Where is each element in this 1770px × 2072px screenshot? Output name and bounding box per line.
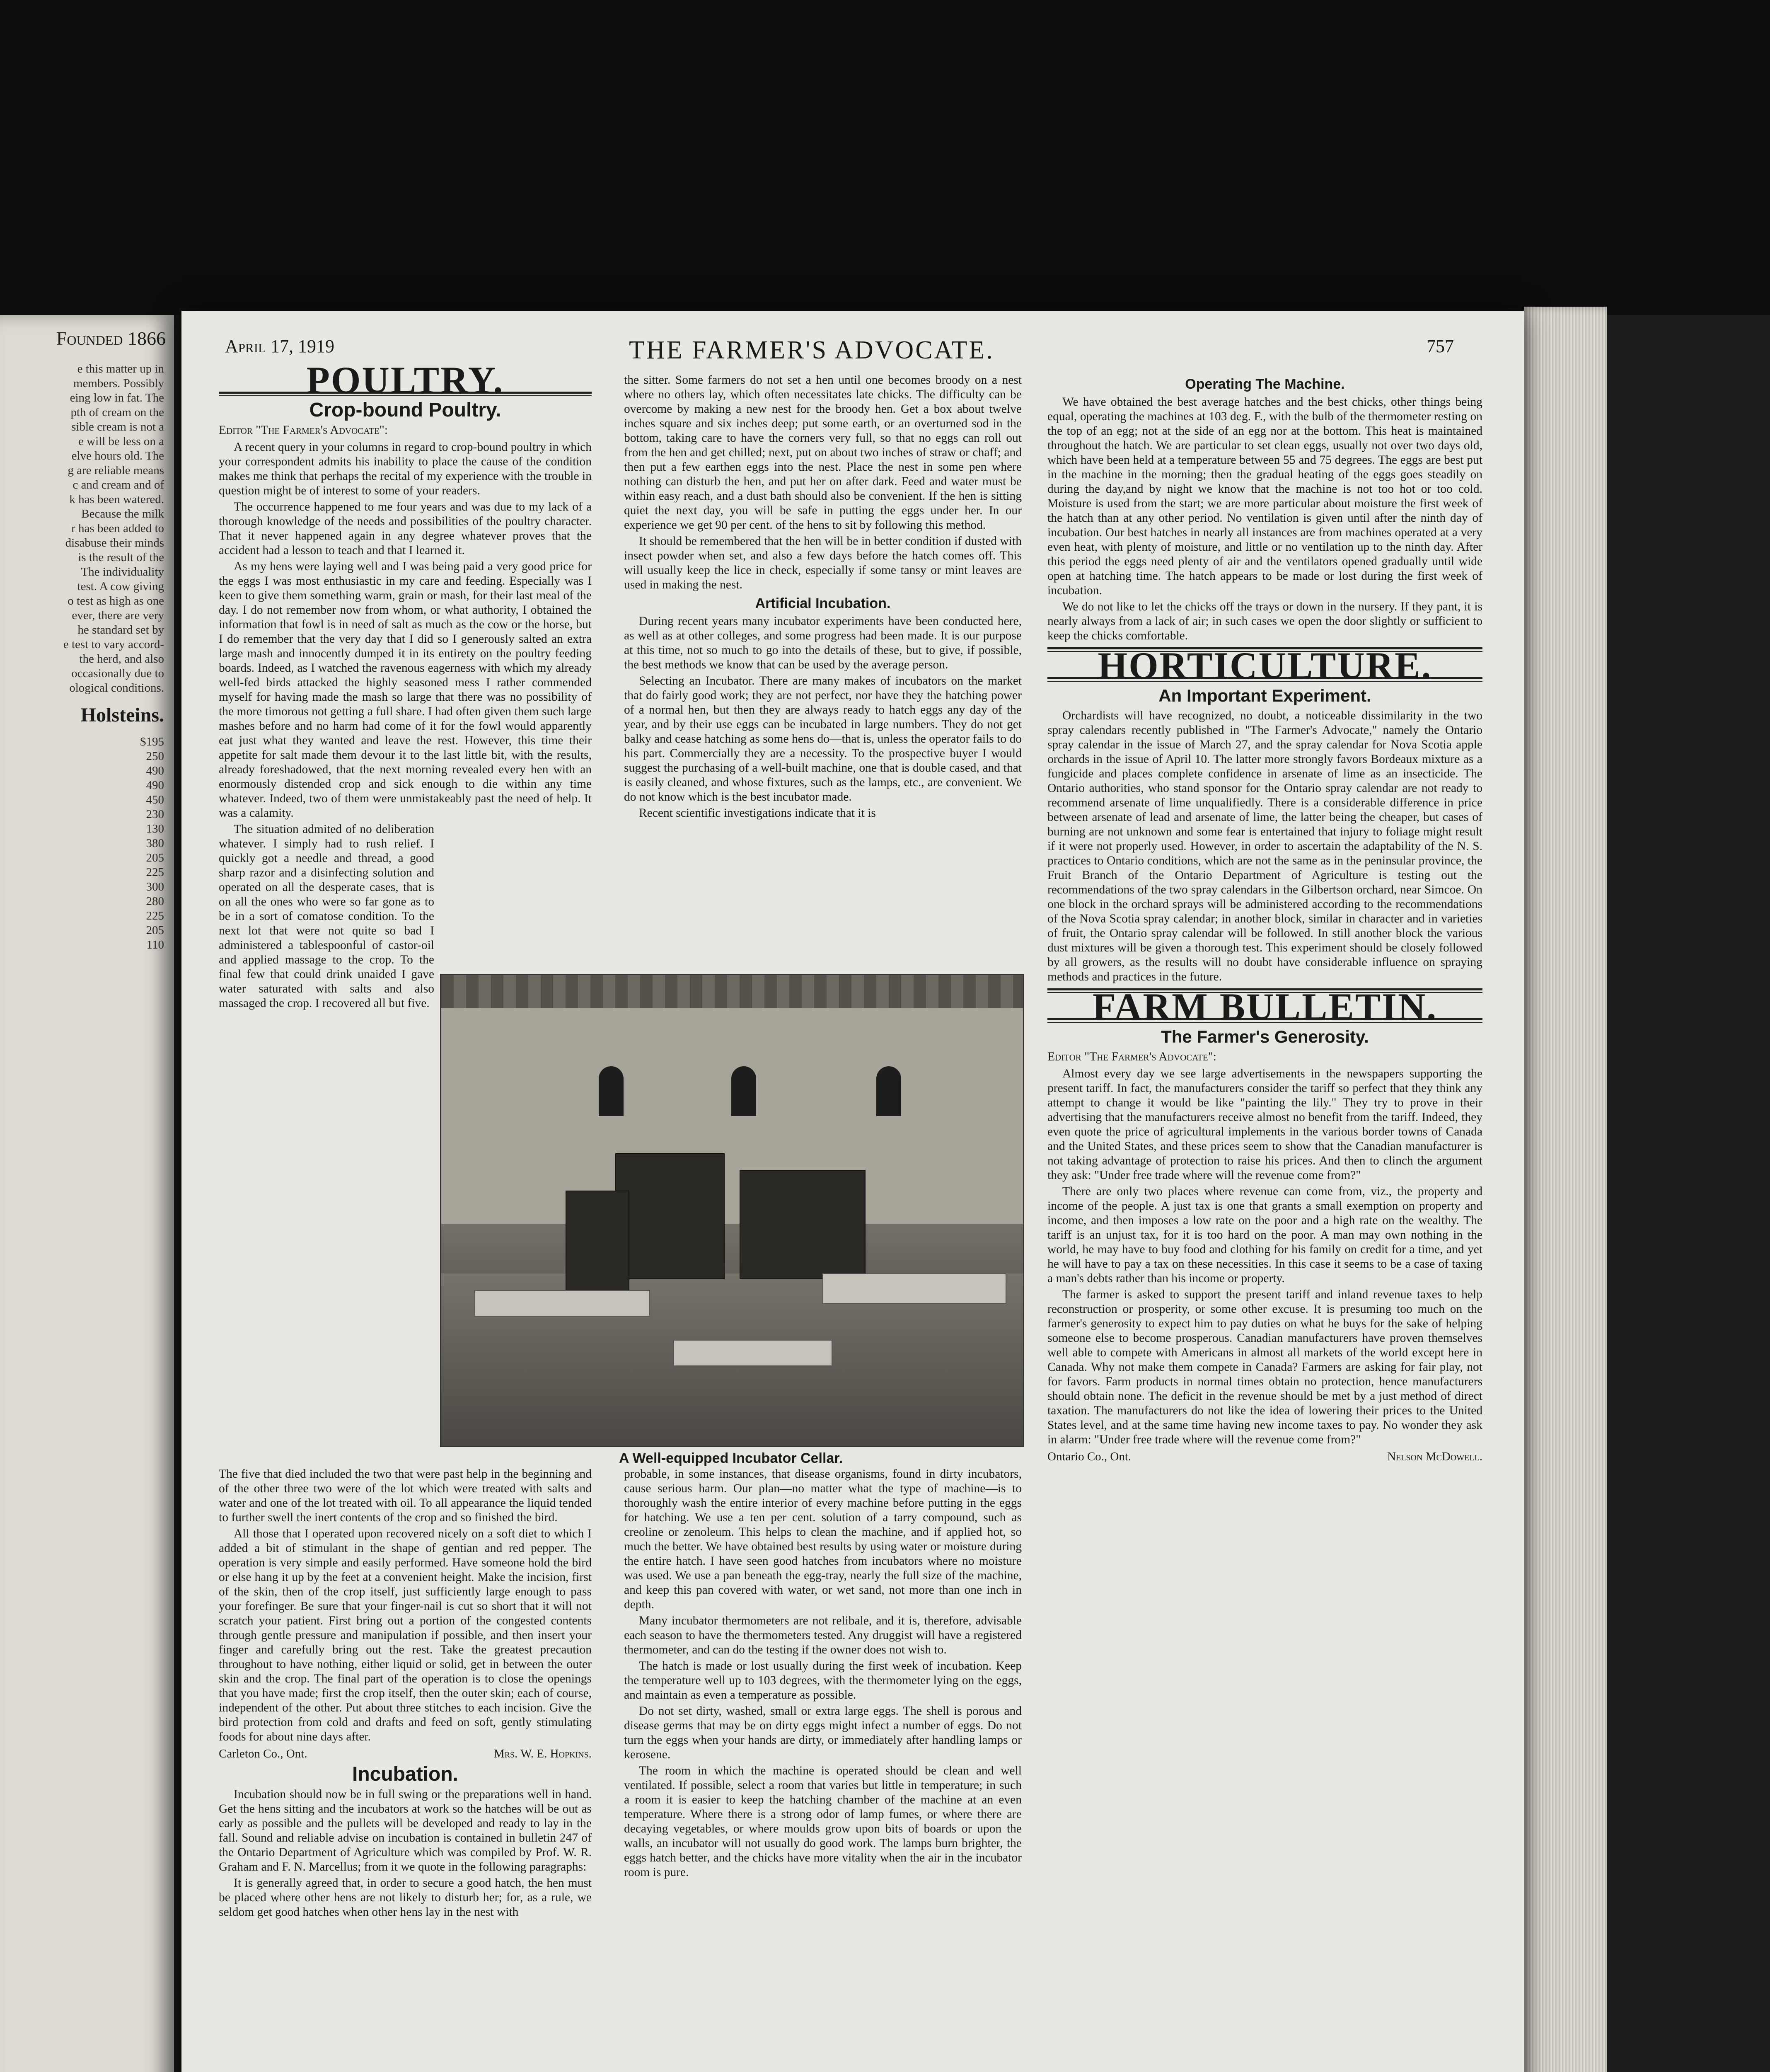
left-page-price: 280 xyxy=(146,895,164,908)
paragraph: The hatch is made or lost usually during the first week of incubation. Keep the temperature well up to 103 degrees, with the thermometer lying on the eggs, and maintain as even a temperature as possible. xyxy=(624,1659,1022,1702)
scan-background-top xyxy=(0,0,1770,315)
left-page-line: k has been watered. xyxy=(69,493,164,506)
left-page-price: 230 xyxy=(146,808,164,821)
left-page-price: 205 xyxy=(146,924,164,937)
section-title-poultry: POULTRY. xyxy=(306,359,504,401)
paragraph: Orchardists will have recognized, no doubt, a noticeable dissimilarity in the two spray calendars recently published in "The Farmer's Advocate," namely the Ontario spray calendar in the issue of March 27, and the spray calendar for Nova Scotia apple orchards in the issue of April 10. The latter more strongly favors Bordeaux mixture as a fungicide and places complete confidence in arsenate of lime as an insecticide. The Ontario authorities, who stand sponsor for the Ontario spray calendar are not ready to recommend arsenate of lime unqualifiedly. There is a considerable difference in price between arsenate of lead and arsenate of lime, the latter being the cheaper, but cases of burning are not unknown and some fear is entertained that injury to foliage might result if it were not properly used. However, in order to ascertain the adaptability of the N. S. practices to Ontario conditions, which are not the same as in the peninsular province, the Fruit Branch of the Ontario Department of Agriculture is testing out the recommendations of the two spray calendars in the Gilbertson orchard, near Simcoe. On one block in the orchard sprays will be administered according to the recommendations of the Nova Scotia spray calendar; in another block, similar in character and in varieties of fruit, the Ontario spray calendar will be followed. In still another block the various dust mixtures will be given a thorough test. This experiment should be closely followed by all growers, as the results will no doubt have considerable influence on spraying methods and practices in the future. xyxy=(1047,709,1482,983)
article-title-crop-bound: Crop-bound Poultry. xyxy=(309,399,501,421)
article-title-incubation: Incubation. xyxy=(352,1763,458,1785)
editor-salutation: Editor "The Farmer's Advocate": xyxy=(1047,1050,1216,1063)
left-page-line: the herd, and also xyxy=(79,652,164,666)
paragraph: As my hens were laying well and I was being paid a very good price for the eggs I was most enthusiastic in my care and feeding. Especially was I keen to give them something warm, grain or mash, for their last meal of the day. I do not remember now from whom, or what authority, I obtained the information that fowl is in need of salt as much as the cow or the horse, but I do remember that the very day that I did so I generously salted an extra large mash and innocently dumped it in its entirety on the poultry feeding boards. Indeed, as I watched the ravenous eagerness with which my already well-fed birds attacked the highly seasoned mess I rather commended myself for having made the mash so large that there was no possibility of the more timorous not getting a full share. I had often given them such large mashes before and no harm had come of it for the fowl would apparently eat just what they wanted and leave the rest. However, this time their appetite for salt made them devour it to the last little bit, with the results, already foreshadowed, that the next morning revealed every hen with an enormously distended crop and sick enough to die within any time whatever. Indeed, two of them were unmistakeably past the need of help. It was a calamity. xyxy=(219,560,592,820)
left-page-price: 205 xyxy=(146,851,164,864)
left-page-line: o test as high as one xyxy=(68,594,164,608)
left-page-header: Founded 1866 xyxy=(56,328,166,349)
left-page-line: elve hours old. The xyxy=(71,449,164,462)
paragraph: It is generally agreed that, in order to secure a good hatch, the hen must be placed where other hens are not likely to disturb her; for, as a rule, we seldom get good hatches when other hens lay in the nest with xyxy=(219,1876,592,1919)
book-gutter xyxy=(174,315,181,2072)
lower-columns xyxy=(219,1467,1022,1921)
left-page-line: The individuality xyxy=(81,565,164,579)
paragraph: We have obtained the best average hatches and the best chicks, other things being equal, operating the machines at 103 deg. F., with the bulb of the thermometer resting on the top of an egg; not at the side of an egg nor at the bottom. This heat is maintained throughout the hatch. We are particular to set clean eggs, usually not over two days old, which have been held at a temperature between 55 and 75 degrees. The eggs are best put in the machine in the morning; then the gradual heating of the eggs goes steadily on during the day,and by night we know that the machine is not too hot or too cold. Moisture is used from the start; we are more particular about moisture the first week of the hatch than at any other period. No ventilation is given until after the ninth day of incubation. Our best hatches in nearly all instances are from machines operated at a very even heat, with plenty of moisture, and little or no ventilation up to the ninth day. After this period the eggs need plenty of air and the ventilators opened gradually until wide open at hatching time. The hatch appears to be made or lost during the first week of incubation. xyxy=(1047,395,1482,597)
section-title-farm-bulletin: FARM BULLETIN. xyxy=(1092,985,1438,1028)
left-page-line: ever, there are very xyxy=(72,609,164,622)
left-page-line: e this matter up in xyxy=(77,362,164,375)
left-page-price: 490 xyxy=(146,764,164,777)
left-page-price: 130 xyxy=(146,822,164,835)
article-title-important-experiment: An Important Experiment. xyxy=(1158,686,1371,705)
left-page-price: 250 xyxy=(146,750,164,763)
paragraph: We do not like to let the chicks off the trays or down in the nursery. If they pant, it is nearly always from a lack of air; in such cases we open the door slightly or sufficient to keep the chicks comfortable. xyxy=(1047,600,1482,642)
left-page-line: he standard set by xyxy=(77,623,164,637)
left-page-price: 225 xyxy=(146,866,164,879)
left-page-line: test. A cow giving xyxy=(77,580,164,593)
paragraph: The situation admited of no deliberation whatever. I simply had to rush relief. I quickly got a needle and thread, a good sharp razor and a disinfecting solution and operated on all the desperate cases, that is on all the ones who were so far gone as to be in a sort of comatose condition. To the next lot that were not quite so bad I administered a tablespoonful of castor-oil and applied massage to the crop. To the final few that could drink unaided I gave water saturated with salts and also massaged the crop. I recovered all but five. xyxy=(219,823,434,1010)
paragraph: All those that I operated upon recovered nicely on a soft diet to which I added a bit of stimulant in the shape of gentian and red pepper. The operation is very simple and easily performed. Have someone hold the bird or else hang it up by the feet at a convenient height. Make the incision, first of the skin, then of the crop itself, just sufficiently large enough to pass your forefinger. Be sure that your finger-nail is cut so short that it will not scratch your patient. First bring out a portion of the congested contents through gentle pressure and manipulation if possible, and then insert your finger and carefully bring out the rest. Take the greatest precaution throughout to have nothing, either liquid or solid, get in between the outer skin and the crop. The final part of the operation is to close the openings that you have made; first the crop itself, then the outer skin; each of course, independent of the other. Put about three stitches to each incision. Give the bird protection from cold and drafts and feed on soft, gently stimulating foods for about nine days after. xyxy=(219,1527,592,1743)
paragraph: Do not set dirty, washed, small or extra large eggs. The shell is porous and disease germs that may be on dirty eggs might infect a number of eggs. Do not turn the eggs when your hands are dirty, or immediately after handling lamps or kerosene. xyxy=(624,1704,1022,1761)
left-page-line: is the result of the xyxy=(78,551,164,564)
signature-name: Mrs. W. E. Hopkins. xyxy=(493,1747,592,1760)
left-page-line: occasionally due to xyxy=(71,667,164,680)
column-1-lower xyxy=(219,1467,592,1921)
left-page-price: 490 xyxy=(146,779,164,792)
signature xyxy=(1047,1450,1482,1464)
left-page-line: c and cream and of xyxy=(73,478,164,491)
left-page-price: 450 xyxy=(146,793,164,806)
left-page-line: r has been added to xyxy=(71,522,164,535)
signature-name: Nelson McDowell. xyxy=(1387,1450,1482,1463)
left-page-line: Because the milk xyxy=(81,507,164,520)
left-page-price: $195 xyxy=(140,735,164,748)
paragraph: Incubation should now be in full swing or the preparations well in hand. Get the hens sitting and the incubators at work so the hatches will be out as early as possible and the pullets will be developed and ready to lay in the fall. Sound and reliable advise on incubation is contained in bulletin 247 of the Ontario Department of Agriculture which was compiled by Prof. W. R. Graham and F. N. Marcellus; from it we quote in the following paragraphs: xyxy=(219,1788,592,1874)
paragraph: Almost every day we see large advertisements in the newspapers supporting the present tariff. In fact, the manufacturers consider the tariff so perfect that they think any attempt to change it would be like "painting the lily." They try to prove in their advertising that the manufacturers receive almost no benefit from the tariff. Indeed, they even quote the price of agricultural implements in the various border towns of Canada and the United States, and these prices seem to show that the Canadian manufacturer is not taking advantage of protection to raise his prices. And then to clinch the argument they ask: "Under free trade where will the revenue come from?" xyxy=(1047,1067,1482,1182)
page-date: April 17, 1919 xyxy=(225,336,334,356)
paragraph: Selecting an Incubator. There are many makes of incubators on the market that do fairly good work; they are not perfect, nor have they the hatching power of a normal hen, but then they are always ready to hatch eggs any day of the year, and by their use eggs can be incubated in large numbers. They do not get balky and cease hatching as some hens do—that is, unless the operator fails to do his part. Commercially they are a necessity. To the prospective buyer I would suggest the purchasing of a well-built machine, one that is double cased, and that is easily cleaned, and whose fixtures, such as the lamps, etc., are convenient. We do not know which is the best incubator made. xyxy=(624,674,1022,804)
paragraph: Many incubator thermometers are not relibale, and it is, therefore, advisable each season to have the thermometers tested. Any druggist will have a registered thermometer, and can do the testing if the owner does not wish to. xyxy=(624,1614,1022,1656)
left-page-line: pth of cream on the xyxy=(70,406,164,419)
left-page-line: disabuse their minds xyxy=(65,536,164,549)
editor-salutation: Editor "The Farmer's Advocate": xyxy=(219,424,388,437)
paragraph: During recent years many incubator experiments have been conducted here, as well as at other colleges, and some progress had been made. It is our purpose at this time, not so much to go into the details of these, but to give, if possible, the best methods we know that can be used by the average person. xyxy=(624,615,1022,671)
paragraph: The farmer is asked to support the present tariff and inland revenue taxes to help reconstruction or prosperity, or some other excuse. It is presuming too much on the farmer's generosity to expect him to pay duties on what he buys for the sake of helping someone else to become prosperous. Canadian manufacturers have proven themselves well able to compete with Americans in almost all markets of the world except here in Canada. Why not make them compete in Canada? Farmers are asking for fair play, not for favors. Farm products in normal times obtain no protection, hence manufacturers should obtain none. The deficit in the revenue should be met by a just method of direct taxation. The manufacturers do not like the idea of lowering their prices to the United States level, and at the same time having new income taxes to pay. No wonder they ask in alarm: "Under free trade where will the revenue come from?" xyxy=(1047,1288,1482,1446)
photo-caption: A Well-equipped Incubator Cellar. xyxy=(619,1450,843,1466)
left-page-line: sible cream is not a xyxy=(71,420,164,433)
page-edges xyxy=(1524,307,1607,2072)
left-page-line: e test to vary accord- xyxy=(63,638,164,651)
paragraph: There are only two places where revenue can come from, viz., the property and income of the people. A just tax is one that grants a small exemption on property and income, and then imposes a low rate on the poor and a high rate on the wealthy. The tariff is an unjust tax, for it is too hard on the poor. A man may own nothing in the world, he may have to buy food and clothing for his family on credit for a time, and yet he will have to pay a tax on these necessities. In this case it seems to be a case of taxing a man's debts rather than his income or property. xyxy=(1047,1185,1482,1285)
left-page-price: 110 xyxy=(146,938,164,951)
subheading-artificial-incubation: Artificial Incubation. xyxy=(755,595,891,611)
column-1 xyxy=(219,359,592,1012)
left-page-price: 300 xyxy=(146,880,164,893)
paragraph: the sitter. Some farmers do not set a hen until one becomes broody on a nest where no others lay, which often necessitates late chicks. The difficulty can be overcome by making a new nest for the broody hen. Get a box about twelve inches square and six inches deep; put some earth, or an overturned sod in the bottom, taking care to have the corners very full, so that no eggs can roll out from the hen and get chilled; next, put on about two inches of straw or chaff; and then put a few earthen eggs into the nest. Place the nest in some pen where nothing can disturb the hen, and put her on after dark. Feed and water must be within easy reach, and a dust bath should also be convenient. If the hen is sitting quiet the next day, you will be safe in putting the eggs under her. In our experience we get 90 per cent. of the hens to sit by following this method. xyxy=(624,373,1022,532)
column-2-lower xyxy=(624,1467,1022,1921)
left-page-line: e will be less on a xyxy=(78,435,164,448)
article-title-farmers-generosity: The Farmer's Generosity. xyxy=(1161,1027,1369,1046)
paragraph: The room in which the machine is operated should be clean and well ventilated. If possible, select a room that varies but little in temperature; in such a room it is easier to keep the hatching chamber of the machine at an even temperature. Where there is a strong odor of lamp fumes, or where there are decaying vegetables, or where moulds grow upon bits of boards or upon the walls, an incubator will not usually do good work. The lamps burn brighter, the eggs hatch better, and the chicks have more vitality when the air in the incubator room is pure. xyxy=(624,1764,1022,1879)
section-title-horticulture: HORTICULTURE. xyxy=(1098,644,1432,687)
paragraph: The occurrence happened to me four years and was due to my lack of a thorough knowledge of the needs and possibilities of the poultry character. That it never happened again in any degree whatever proves that the accident had a lesson to teach and that I learned it. xyxy=(219,500,592,557)
subheading-operating-machine: Operating The Machine. xyxy=(1185,376,1345,392)
paragraph: It should be remembered that the hen will be in better condition if dusted with insect powder when set, and also a few days before the hatch comes off. This will usually keep the lice in check, especially if some tansy or mint leaves are used in making the nest. xyxy=(624,535,1022,591)
paragraph: Recent scientific investigations indicate that it is xyxy=(639,806,876,820)
left-page-price: 225 xyxy=(146,909,164,922)
left-page-heading: Holsteins. xyxy=(80,704,164,726)
left-page-price-list xyxy=(0,731,174,952)
incubator-cellar-photo xyxy=(440,974,1024,1447)
paragraph: A recent query in your columns in regard to crop-bound poultry in which your correspondent admits his inability to place the cause of the condition makes me think that perhaps the recital of my experience with the trouble in question might be of interest to some of your readers. xyxy=(219,441,592,497)
paragraph: probable, in some instances, that disease organisms, found in dirty incubators, cause serious harm. Our plan—no matter what the type of machine—is to thoroughly wash the entire interior of every machine before putting in the eggs for hatching. We use a ten per cent. solution of a tarry compound, such as creoline or zenoleum. This helps to clean the machine, and if applied hot, so much the better. We have obtained best results by using water or moisture during the entire hatch. I have seen good hatches from incubators where no moisture was used. We use a pan beneath the egg-tray, nearly the full size of the machine, and keep this pan covered with water, or wet sand, not more than one inch in depth. xyxy=(624,1467,1022,1611)
left-page-line: members. Possibly xyxy=(73,377,164,390)
paragraph: The five that died included the two that were past help in the beginning and of the other three two were of the lot which were treated with salts and water and one of the lot treated with oil. To all appearance the liquid tended to further swell the inert contents of the crop and so finished the bird. xyxy=(219,1467,592,1524)
signature xyxy=(219,1747,592,1761)
left-page-line: eing low in fat. The xyxy=(70,391,164,404)
column-3 xyxy=(1047,373,1482,1470)
left-facing-page xyxy=(0,315,174,2072)
page-title: THE FARMER'S ADVOCATE. xyxy=(629,336,994,364)
signature-place: Carleton Co., Ont. xyxy=(219,1747,307,1760)
left-page-line: g are reliable means xyxy=(68,464,164,477)
left-page-price: 380 xyxy=(146,837,164,850)
column-2 xyxy=(624,373,1022,822)
page-number: 757 xyxy=(1427,336,1454,356)
signature-place: Ontario Co., Ont. xyxy=(1047,1450,1132,1463)
left-page-line: ological conditions. xyxy=(69,681,164,695)
newspaper-page xyxy=(181,311,1524,2072)
left-page-text xyxy=(0,358,174,695)
